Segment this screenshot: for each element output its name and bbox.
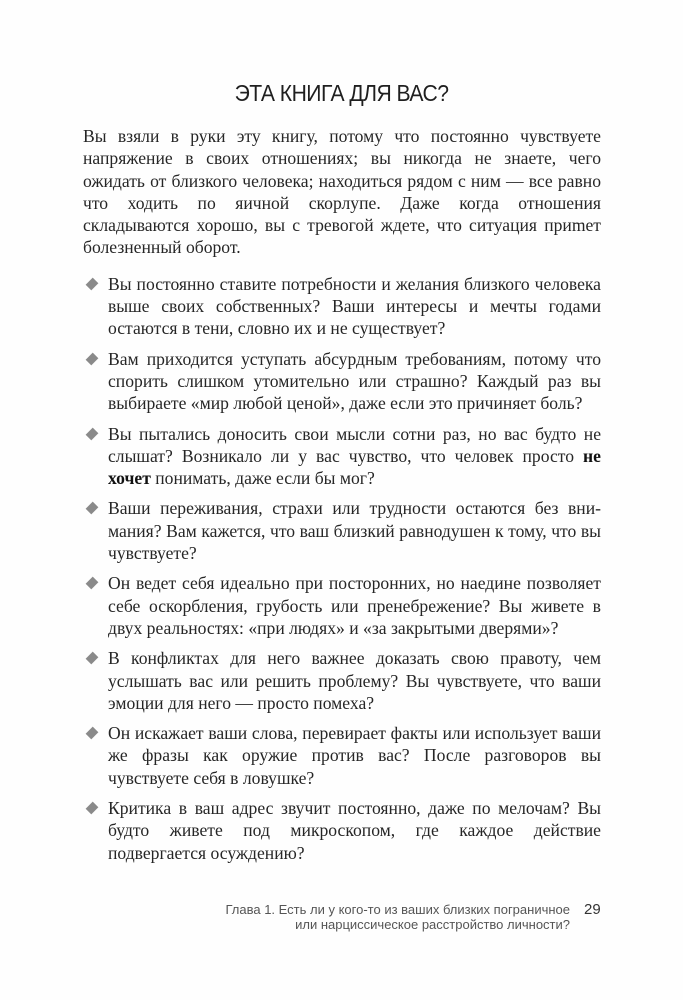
diamond-bullet-icon — [86, 727, 99, 740]
page-title: ЭТА КНИГА ДЛЯ ВАС? — [234, 80, 449, 106]
list-item-text: Вы постоянно ставите потребности и желания близкого человека выше своих собственных? Ваши интересы и мечты годами остаются в тени, словно их и не существует? — [108, 273, 601, 339]
list-item-text: Критика в ваш адрес звучит постоянно, даже по мелочам? Вы будто живете под микроскопом, где каждое действие подвергается осуждению? — [108, 798, 601, 863]
list-item-text: Ваши переживания, страхи или трудности остаются без внимания? Вам кажется, что ваш близкий равнодушен к тому, что вы чувствуете? — [108, 498, 601, 564]
list-item — [83, 423, 601, 490]
list-item-text: Вам приходится уступать абсурдным требованиям, потому что спорить слишком утомительно или страшно? Каждый раз вы выбираете «мир любой ценой», даже если это причиняет боль? — [108, 348, 601, 414]
emphasis-text: не хочет — [108, 445, 601, 489]
list-item — [83, 572, 601, 639]
diamond-bullet-icon — [86, 277, 99, 290]
list-item-text: Он искажает ваши слова, перевирает факты или использует ваши же фразы как оружие против вас? После разговоров вы чувствуете себя в ловушке? — [108, 723, 601, 788]
diamond-bullet-icon — [86, 802, 99, 815]
page-number: 29 — [584, 901, 601, 918]
page-body — [83, 125, 601, 872]
list-item-text: понимать, даже если бы мог? — [150, 468, 375, 489]
list-item — [83, 797, 601, 864]
chapter-title-line-2: или нарциссическое расстройство личности? — [295, 917, 570, 932]
chapter-title-line-1: Глава 1. Есть ли у кого-то из ваших близких пограничное — [225, 902, 570, 917]
list-item — [83, 722, 601, 789]
list-item — [83, 497, 601, 564]
diamond-bullet-icon — [86, 502, 99, 515]
intro-paragraph: Вы взяли в руки эту книгу, потому что постоянно чувствуете напряжение в своих отношениях; вы никогда не знаете, чего ожидать от близкого человека; находиться рядом с ним — все равно что ходить по яичной скорлупе. Даже когда отношения складываются хорошо, вы с тревогой ждете, что ситуация приmет болезненный оборот. — [83, 126, 601, 258]
question-list — [83, 273, 601, 864]
list-item — [83, 348, 601, 415]
list-item — [83, 273, 601, 340]
list-item-text: Вы пытались доносить свои мысли сотни раз, но вас будто не слышат? Возникало ли у вас чувство, что человек просто — [108, 423, 601, 466]
list-item-text: Он ведет себя идеально при посторонних, но наедине позволяет себе оскорбления, грубость или пренебрежение? Вы живете в двух реальностях: «при людях» и «за закрытыми дверями»? — [108, 573, 601, 638]
diamond-bullet-icon — [86, 652, 99, 665]
list-item-text: В конфликтах для него важнее доказать свою правоту, чем услышать вас или решить проблему? Вы чувствуете, что ваши эмоции для него — просто помеха? — [108, 648, 601, 713]
diamond-bullet-icon — [86, 577, 99, 590]
diamond-bullet-icon — [86, 352, 99, 365]
diamond-bullet-icon — [86, 427, 99, 440]
list-item — [83, 647, 601, 714]
running-footer — [150, 902, 570, 932]
